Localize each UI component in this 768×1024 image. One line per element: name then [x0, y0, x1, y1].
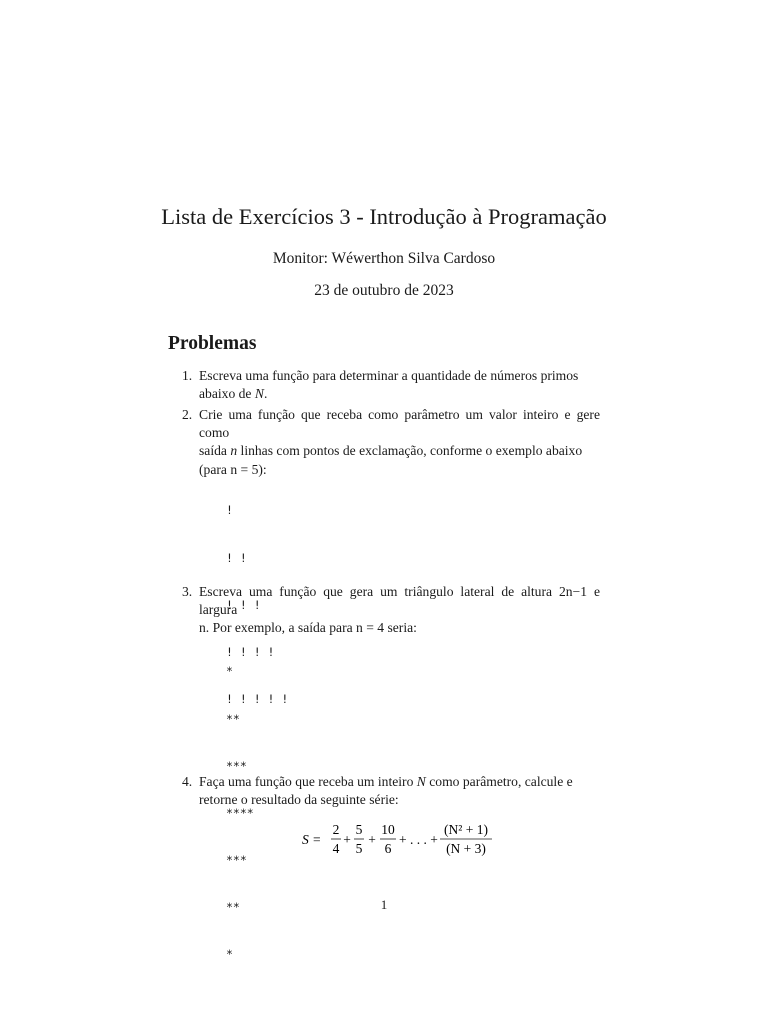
series-formula: [300, 820, 540, 860]
output-line: *: [226, 664, 233, 679]
output-line: ! ! !: [226, 597, 261, 612]
date-line: 23 de outubro de 2023: [314, 282, 454, 299]
problem-line: Crie uma função que receba como parâmetro um valor inteiro e gere como: [199, 407, 600, 441]
fraction-numerator: 10: [381, 822, 395, 837]
problem-1: [182, 367, 600, 403]
math-var: N: [416, 774, 426, 789]
author-line: Monitor: Wéwerthon Silva Cardoso: [272, 250, 496, 267]
problem-line: n. Por exemplo, a saída para n = 4 seria:: [199, 620, 417, 636]
output-line: !: [226, 503, 233, 518]
output-line: *: [226, 947, 233, 962]
math-var: n: [230, 443, 238, 459]
output-line: **: [226, 711, 240, 726]
fraction-denominator: (N + 3): [446, 841, 486, 856]
fraction-denominator: 6: [384, 841, 392, 856]
problem-text: [199, 583, 600, 638]
problem-line: abaixo de: [199, 386, 255, 402]
math-var: N: [254, 386, 264, 402]
output-line: ! !: [226, 550, 247, 565]
problem-line: Faça uma função que receba um inteiro: [199, 774, 417, 789]
problem-3: [182, 583, 600, 638]
problem-line: (para n = 5):: [199, 461, 267, 477]
problem-text: [199, 406, 600, 479]
output-line: ***: [226, 852, 247, 867]
output-line: ! ! ! ! !: [226, 691, 289, 706]
document-title: Lista de Exercícios 3 - Introdução à Programação: [161, 204, 607, 229]
problem-line: Escreva uma função que gera um triângulo lateral de altura 2n−1 e largura: [199, 584, 600, 618]
fraction-numerator: (N² + 1): [444, 822, 488, 837]
problem-line: retorne o resultado da seguinte série:: [199, 792, 399, 808]
section-heading: Problemas: [168, 333, 257, 354]
problem-line: Escreva uma função para determinar a quantidade de números primos: [199, 368, 579, 383]
page-number: 1: [380, 897, 388, 912]
problem-text: [199, 367, 600, 403]
plus-sign: +: [343, 832, 351, 847]
fraction-denominator: 5: [355, 841, 363, 856]
fraction-denominator: 4: [332, 841, 340, 856]
formula-lhs: S =: [302, 832, 322, 847]
problem-line: linhas com pontos de exclamação, conforme o exemplo abaixo: [237, 443, 583, 459]
output-line: **: [226, 899, 240, 914]
problem-number: 3.: [182, 584, 193, 599]
ellipsis: + . . . +: [399, 832, 438, 847]
problem-line: .: [263, 386, 268, 402]
problem-text: [199, 773, 600, 809]
output-line: ***: [226, 758, 247, 773]
problem-line: saída: [199, 443, 231, 459]
fraction-numerator: 2: [332, 822, 340, 837]
problem-4: [182, 773, 600, 809]
output-line: ****: [226, 805, 254, 820]
problem-number: 1.: [182, 368, 193, 383]
plus-sign: +: [368, 832, 376, 847]
problem-number: 2.: [182, 407, 193, 422]
fraction-numerator: 5: [355, 822, 363, 837]
problem-2: [182, 406, 600, 479]
problem-number: 4.: [182, 774, 193, 789]
problem-line: como parâmetro, calcule e: [425, 774, 573, 789]
output-line: ! ! ! !: [226, 644, 275, 659]
